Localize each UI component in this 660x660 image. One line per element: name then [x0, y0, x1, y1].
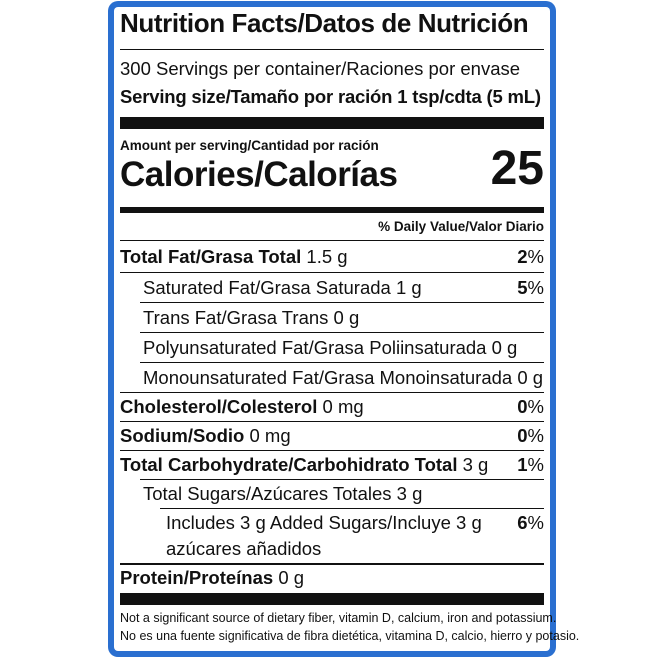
amount-per-serving: Amount per serving/Cantidad por ración [120, 138, 379, 153]
nutrient-sodium [120, 425, 291, 447]
divider-row [140, 302, 544, 303]
divider-thick-bottom [120, 593, 544, 605]
dv-sign: % [527, 396, 544, 417]
divider-thick-top [120, 117, 544, 129]
dv-number: 2 [517, 246, 528, 267]
dv-sign: % [527, 512, 544, 533]
nutrient-polyunsaturated-fat: Polyunsaturated Fat/Grasa Poliinsaturada 0 g [143, 337, 518, 358]
nutrient-name: Cholesterol/Colesterol [120, 396, 318, 417]
dv-added-sugars [480, 512, 544, 534]
nutrient-cholesterol [120, 396, 364, 418]
dv-sodium [480, 425, 544, 447]
dv-sign: % [527, 246, 544, 267]
nutrient-name: Protein/Proteínas [120, 567, 274, 588]
dv-sign: % [527, 425, 544, 446]
dv-number: 6 [517, 512, 528, 533]
nutrient-name: Total Fat/Grasa Total [120, 246, 302, 267]
divider-title [120, 49, 544, 50]
label-title: Nutrition Facts/Datos de Nutrición [120, 8, 529, 38]
divider-dv [120, 240, 544, 241]
footnote-english: Not a significant source of dietary fiber, vitamin D, calcium, iron and potassium. [120, 611, 557, 625]
footnote-spanish: No es una fuente significativa de fibra dietética, vitamina D, calcio, hierro y potasio. [120, 629, 580, 643]
divider-row [120, 421, 544, 422]
nutrient-name: Total Carbohydrate/Carbohidrato Total [120, 454, 458, 475]
nutrient-amount: 0 mg [322, 396, 364, 417]
divider-row [140, 479, 544, 480]
nutrient-protein [120, 567, 304, 589]
dv-number: 0 [517, 396, 528, 417]
nutrient-name: Sodium/Sodio [120, 425, 245, 446]
divider-row [120, 450, 544, 451]
nutrient-added-sugars-line1: Includes 3 g Added Sugars/Incluye 3 g [166, 512, 482, 533]
dv-sign: % [527, 454, 544, 475]
dv-total-fat [480, 246, 544, 268]
dv-number: 5 [517, 277, 528, 298]
nutrient-trans-fat: Trans Fat/Grasa Trans 0 g [143, 307, 360, 328]
dv-number: 1 [517, 454, 528, 475]
nutrient-total-carbohydrate [120, 454, 488, 476]
divider-row [120, 563, 544, 565]
calories-value: 25 [490, 142, 544, 195]
divider-row [160, 508, 544, 509]
divider-calories [120, 207, 544, 213]
nutrient-saturated-fat: Saturated Fat/Grasa Saturada 1 g [143, 277, 422, 298]
nutrient-added-sugars-line2: azúcares añadidos [166, 538, 322, 559]
daily-value-header: % Daily Value/Valor Diario [378, 219, 544, 234]
divider-row [120, 272, 544, 273]
nutrient-total-fat [120, 246, 348, 268]
dv-total-carbohydrate [480, 454, 544, 476]
dv-sign: % [527, 277, 544, 298]
dv-number: 0 [517, 425, 528, 446]
dv-cholesterol [480, 396, 544, 418]
nutrient-amount: 0 g [278, 567, 305, 588]
calories-label: Calories/Calorías [120, 155, 398, 194]
serving-size: Serving size/Tamaño por ración 1 tsp/cdta (5 mL) [120, 86, 541, 107]
dv-saturated-fat [480, 277, 544, 299]
nutrient-amount: 0 mg [249, 425, 291, 446]
divider-row [120, 392, 544, 393]
nutrient-monounsaturated-fat: Monounsaturated Fat/Grasa Monoinsaturada 0 g [143, 367, 544, 388]
divider-row [140, 362, 544, 363]
divider-row [140, 332, 544, 333]
nutrient-amount: 1.5 g [306, 246, 348, 267]
servings-per-container: 300 Servings per container/Raciones por envase [120, 58, 521, 79]
nutrient-amount: 3 g [462, 454, 489, 475]
nutrient-total-sugars: Total Sugars/Azúcares Totales 3 g [143, 483, 423, 504]
